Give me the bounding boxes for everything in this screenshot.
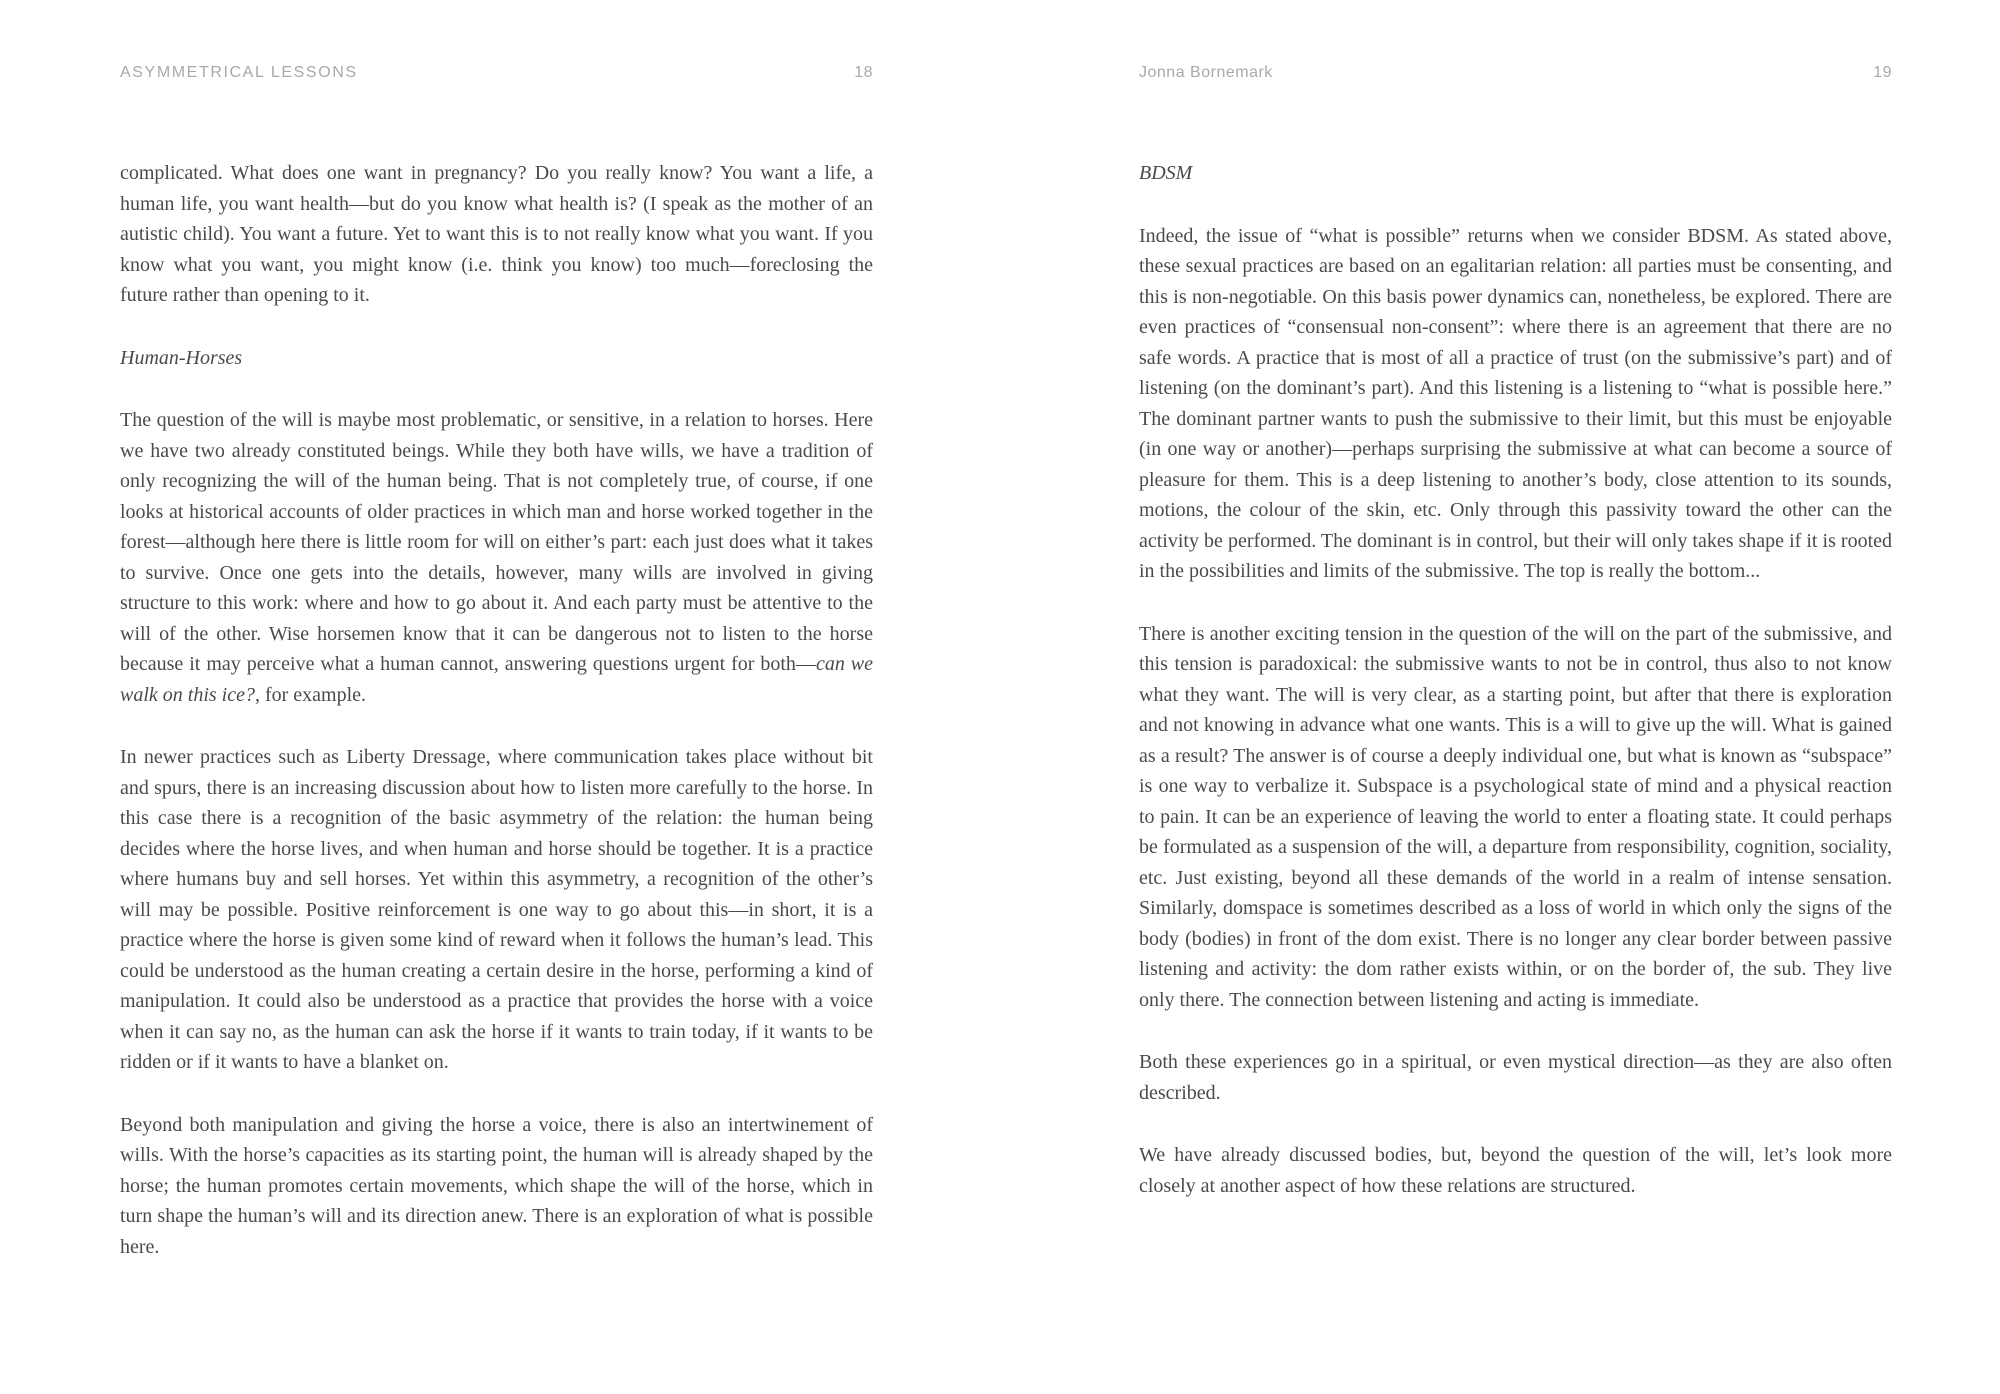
italic-text: BDSM	[1139, 162, 1193, 184]
section-heading	[120, 343, 873, 374]
body-text: The question of the will is maybe most problematic, or sensitive, in a relation to horses. Here we have two already constituted beings. While they both have wills, we have a tradition of only recognizing the will of the human being. That is not completely true, of course, if one looks at historical accounts of older practices in which man and horse worked together in the forest—although here there is little room for will on either’s part: each just does what it takes to survive. Once one gets into the details, however, many wills are involved in giving structure to this work: where and how to go about it. And each party must be attentive to the will of the other. Wise horsemen know that it can be dangerous not to listen to the horse because it may perceive what a human cannot, answering questions urgent for both—	[120, 409, 873, 675]
paragraph	[120, 1110, 873, 1263]
paragraph	[120, 742, 873, 1078]
running-author: Jonna Bornemark	[1139, 64, 1273, 81]
right-page-header	[1139, 62, 1892, 84]
body-text: , for example.	[254, 683, 367, 706]
page-number: 18	[854, 64, 873, 81]
body-text: Indeed, the issue of “what is possible” returns when we consider BDSM. As stated above, these sexual practices are based on an egalitarian relation: all parties must be consenting, and this is non-negotiable. On this basis power dynamics can, nonetheless, be explored. There are even practices of “consensual non-consent”: where there is an agreement that there are no safe words. A practice that is most of all a practice of trust (on the submissive’s part) and of listening (on the dominant’s part). And this listening is a listening to “what is possible here.” The dominant partner wants to push the submissive to their limit, but this must be enjoyable (in one way or another)—perhaps surprising the submissive at what can become a source of pleasure for them. This is a deep listening to another’s body, close attention to its sounds, motions, the colour of the skin, etc. Only through this passivity toward the other can the activity be performed. The dominant is in control, but their will only takes shape if it is rooted in the possibilities and limits of the submissive. The top is really the bottom...	[1139, 224, 1892, 582]
body-text: complicated. What does one want in pregnancy? Do you really know? You want a life, a human life, you want health—but do you know what health is? (I speak as the mother of an autistic child). You want a future. Yet to want this is to not really know what you want. If you know what you want, you might know (i.e. think you know) too much—foreclosing the future rather than opening to it.	[120, 162, 873, 306]
right-page	[1000, 0, 2000, 1394]
italic-text: can we walk on this ice?	[120, 653, 873, 706]
italic-text: Human-Horses	[120, 346, 243, 369]
paragraph	[1139, 1140, 1892, 1201]
page-number: 19	[1873, 64, 1892, 81]
running-title: ASYMMETRICAL LESSONS	[120, 64, 358, 81]
left-page-header	[120, 62, 873, 84]
right-page-body	[1139, 158, 1892, 1201]
left-page-body	[120, 158, 873, 1262]
paragraph	[1139, 221, 1892, 587]
body-text: Beyond both manipulation and giving the horse a voice, there is also an intertwinement of wills. With the horse’s capacities as its starting point, the human will is already shaped by the horse; the human promotes certain movements, which shape the will of the horse, which in turn shape the human’s will and its direction anew. There is an exploration of what is possible here.	[120, 1113, 873, 1258]
paragraph	[120, 405, 873, 710]
body-text: In newer practices such as Liberty Dressage, where communication takes place without bit and spurs, there is an increasing discussion about how to listen more carefully to the horse. In this case there is a recognition of the basic asymmetry of the relation: the human being decides where the horse lives, and when human and horse should be together. It is a practice where humans buy and sell horses. Yet within this asymmetry, a recognition of the other’s will may be possible. Positive reinforcement is one way to go about this—in short, it is a practice where the horse is given some kind of reward when it follows the human’s lead. This could be understood as the human creating a certain desire in the horse, performing a kind of manipulation. It could also be understood as a practice that provides the horse with a voice when it can say no, as the human can ask the horse if it wants to train today, if it wants to be ridden or if it wants to have a blanket on.	[120, 746, 873, 1073]
body-text: Both these experiences go in a spiritual, or even mystical direction—as they are also often described.	[1139, 1051, 1892, 1104]
paragraph	[1139, 619, 1892, 1016]
section-heading	[1139, 158, 1892, 189]
body-text: We have already discussed bodies, but, beyond the question of the will, let’s look more closely at another aspect of how these relations are structured.	[1139, 1144, 1892, 1197]
paragraph	[120, 158, 873, 311]
paragraph	[1139, 1047, 1892, 1108]
body-text: There is another exciting tension in the question of the will on the part of the submissive, and this tension is paradoxical: the submissive wants to not be in control, thus also to not know what they want. The will is very clear, as a starting point, but after that there is exploration and not knowing in advance what one wants. This is a will to give up the will. What is gained as a result? The answer is of course a deeply individual one, but what is known as “subspace” is one way to verbalize it. Subspace is a psychological state of mind and a physical reaction to pain. It can be an experience of leaving the world to enter a floating state. It could perhaps be formulated as a suspension of the will, a departure from responsibility, cognition, sociality, etc. Just existing, beyond all these demands of the world in a realm of intense sensation. Similarly, domspace is sometimes described as a loss of world in which only the signs of the body (bodies) in front of the dom exist. There is no longer any clear border between passive listening and activity: the dom rather exists within, or on the border of, the sub. They live only there. The connection between listening and acting is immediate.	[1139, 622, 1892, 1011]
